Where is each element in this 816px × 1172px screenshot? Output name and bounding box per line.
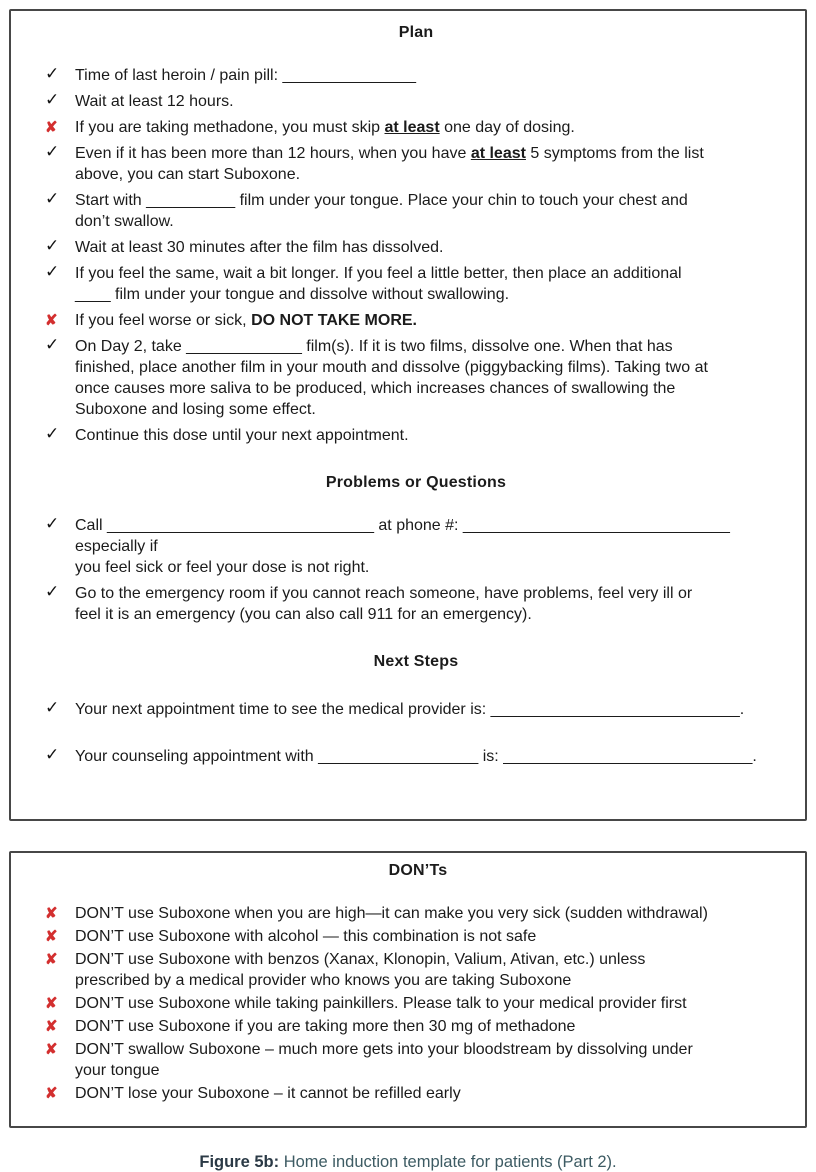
section-title: Next Steps — [373, 653, 459, 670]
x-icon: ✘ — [45, 1041, 58, 1058]
check-icon: ✓ — [45, 424, 60, 443]
figure-caption-text: Home induction template for patients (Part 2). — [279, 1153, 617, 1171]
list-item-text: Wait at least 30 minutes after the film has dissolved. — [75, 239, 444, 256]
list-item — [45, 515, 787, 578]
check-icon: ✓ — [45, 582, 60, 601]
x-icon: ✘ — [45, 119, 58, 136]
x-icon: ✘ — [45, 905, 58, 922]
check-icon: ✓ — [45, 262, 60, 281]
list-item — [45, 1016, 791, 1037]
x-icon: ✘ — [45, 1018, 58, 1035]
check-icon: ✓ — [45, 514, 60, 533]
section-title: Problems or Questions — [325, 474, 507, 491]
list-item-text: DON’T use Suboxone with benzos (Xanax, Klonopin, Valium, Ativan, etc.) unless prescribed by a medical provider who knows you are taking Suboxone — [75, 951, 646, 989]
donts-box — [9, 851, 807, 1128]
x-icon: ✘ — [45, 951, 58, 968]
list-item-text: On Day 2, take _____________ film(s). If it is two films, dissolve one. When that has finished, place another film in your mouth and dissolve (piggybacking films). Taking two at once causes more saliva to be produced, which increases chances of swallowing the Suboxone and losing some effect. — [75, 338, 708, 418]
list-item-text: Continue this dose until your next appointment. — [75, 427, 409, 444]
list-item-text: If you are taking methadone, you must skip at least one day of dosing. — [75, 119, 575, 136]
list-item-text: Even if it has been more than 12 hours, when you have at least 5 symptoms from the list above, you can start Suboxone. — [75, 145, 704, 183]
list-item — [45, 143, 787, 185]
list-item — [45, 1039, 791, 1081]
list-item-text: Call ______________________________ at phone #: ______________________________ especially if you feel sick or feel your dose is not right. — [75, 517, 730, 576]
section-problems-or-questions — [45, 474, 787, 625]
list-item-text: DON’T use Suboxone if you are taking more then 30 mg of methadone — [75, 1018, 576, 1035]
x-icon: ✘ — [45, 312, 58, 329]
check-icon: ✓ — [45, 335, 60, 354]
x-icon: ✘ — [45, 995, 58, 1012]
check-icon: ✓ — [45, 90, 60, 109]
list-item — [45, 117, 787, 138]
list-item-text: DON’T use Suboxone when you are high—it can make you very sick (sudden withdrawal) — [75, 905, 708, 922]
list-item — [45, 699, 787, 720]
list-item — [45, 237, 787, 258]
list-item — [45, 190, 787, 232]
section-title-donts: DON’Ts — [388, 862, 448, 879]
list-item — [45, 425, 787, 446]
document-page — [0, 9, 816, 1171]
list-item — [45, 903, 791, 924]
list-item — [45, 746, 787, 767]
list-item-text: If you feel the same, wait a bit longer. If you feel a little better, then place an additional ____ film under your tongue and dissolve without swallowing. — [75, 265, 682, 303]
list-item-text: DON’T lose your Suboxone – it cannot be refilled early — [75, 1085, 461, 1102]
figure-caption-label: Figure 5b: — [199, 1153, 280, 1171]
plan-box-sections — [45, 24, 787, 767]
check-icon: ✓ — [45, 189, 60, 208]
list-item — [45, 926, 791, 947]
figure-caption — [0, 1152, 816, 1172]
section-plan — [45, 24, 787, 446]
list-item-text: Time of last heroin / pain pill: _______________ — [75, 67, 416, 84]
list-item — [45, 993, 791, 1014]
list-item-text: If you feel worse or sick, DO NOT TAKE MORE. — [75, 312, 417, 329]
check-icon: ✓ — [45, 236, 60, 255]
list-item-text: DON’T use Suboxone while taking painkillers. Please talk to your medical provider first — [75, 995, 687, 1012]
list-item — [45, 1083, 791, 1104]
list-item-text: DON’T swallow Suboxone – much more gets into your bloodstream by dissolving under your tongue — [75, 1041, 693, 1079]
plan-box — [9, 9, 807, 821]
x-icon: ✘ — [45, 1085, 58, 1102]
check-icon: ✓ — [45, 698, 60, 717]
list-item-text: Go to the emergency room if you cannot reach someone, have problems, feel very ill or feel it is an emergency (you can also call 911 for an emergency). — [75, 585, 693, 623]
list-item-text: Your counseling appointment with __________________ is: ____________________________. — [75, 748, 757, 765]
section-title: Plan — [398, 24, 434, 41]
list-item-text: Wait at least 12 hours. — [75, 93, 234, 110]
list-item — [45, 65, 787, 86]
section-next-steps — [45, 653, 787, 767]
list-item — [45, 949, 791, 991]
list-item-text: Your next appointment time to see the medical provider is: ____________________________. — [75, 701, 745, 718]
list-item — [45, 310, 787, 331]
x-icon: ✘ — [45, 928, 58, 945]
list-item — [45, 263, 787, 305]
list-item — [45, 91, 787, 112]
list-item-text: DON’T use Suboxone with alcohol — this combination is not safe — [75, 928, 537, 945]
check-icon: ✓ — [45, 64, 60, 83]
list-item — [45, 336, 787, 420]
list-item-text: Start with __________ film under your tongue. Place your chin to touch your chest and don’t swallow. — [75, 192, 688, 230]
list-item — [45, 583, 787, 625]
check-icon: ✓ — [45, 142, 60, 161]
check-icon: ✓ — [45, 745, 60, 764]
donts-box-items — [45, 903, 791, 1104]
